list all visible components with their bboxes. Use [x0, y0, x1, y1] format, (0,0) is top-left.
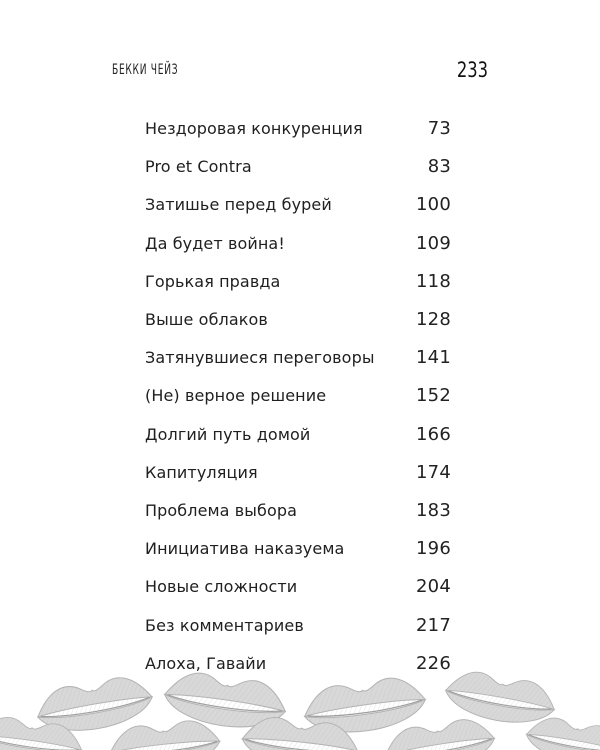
- toc-entry-title: Алоха, Гавайи: [145, 653, 267, 673]
- toc-entry: [145, 225, 451, 263]
- toc-entry-page: 183: [416, 499, 451, 521]
- toc-entry-title: Без комментариев: [145, 615, 304, 635]
- toc-entry-page: 204: [416, 576, 451, 598]
- toc-entry: [145, 186, 451, 224]
- toc-entry-title: Капитуляция: [145, 462, 258, 482]
- toc-entry: [145, 263, 451, 301]
- toc-entry: [145, 339, 451, 377]
- toc-entry: [145, 110, 451, 148]
- toc-entry-page: 226: [416, 652, 451, 674]
- toc-entry-page: 196: [416, 538, 451, 560]
- toc-entry-title: Да будет война!: [145, 233, 285, 253]
- toc-entry-page: 73: [427, 118, 451, 140]
- toc-entry-title: Горькая правда: [145, 271, 281, 291]
- toc-entry-page: 166: [416, 423, 451, 445]
- toc-entry: [145, 492, 451, 530]
- toc-entry-page: 100: [416, 194, 451, 216]
- toc-entry-page: 152: [416, 385, 451, 407]
- toc-entry: [145, 454, 451, 492]
- toc-entry-title: Долгий путь домой: [145, 424, 311, 444]
- toc-entry: [145, 377, 451, 415]
- toc-entry-title: Новые сложности: [145, 577, 298, 597]
- toc-entry: [145, 530, 451, 568]
- toc-entry-page: 141: [416, 347, 451, 369]
- toc-entry-title: Затянувшиеся переговоры: [145, 348, 375, 368]
- toc-entry-title: Выше облаков: [145, 310, 268, 330]
- page-number: 233: [456, 58, 488, 82]
- toc-entry-page: 217: [416, 614, 451, 636]
- toc-entry-title: Затишье перед бурей: [145, 195, 332, 215]
- toc-entry: [145, 568, 451, 606]
- toc-entry: [145, 301, 451, 339]
- toc-entry-page: 174: [416, 461, 451, 483]
- toc-entry-title: Нездоровая конкуренция: [145, 119, 363, 139]
- toc-entry-page: 118: [416, 270, 451, 292]
- toc-entry-page: 83: [427, 156, 451, 178]
- toc-entry-page: 109: [416, 232, 451, 254]
- running-head-author: БЕККИ ЧЕЙЗ: [112, 62, 179, 78]
- toc-entry-title: (Не) верное решение: [145, 386, 327, 406]
- table-of-contents: [145, 110, 451, 683]
- toc-entry: [145, 606, 451, 644]
- toc-entry-title: Pro et Contra: [145, 157, 252, 177]
- toc-entry: [145, 148, 451, 186]
- toc-entry: [145, 416, 451, 454]
- toc-entry-title: Проблема выбора: [145, 500, 298, 520]
- toc-entry-page: 128: [416, 309, 451, 331]
- toc-entry-title: Инициатива наказуема: [145, 539, 345, 559]
- lips-pattern-icon: [0, 652, 600, 750]
